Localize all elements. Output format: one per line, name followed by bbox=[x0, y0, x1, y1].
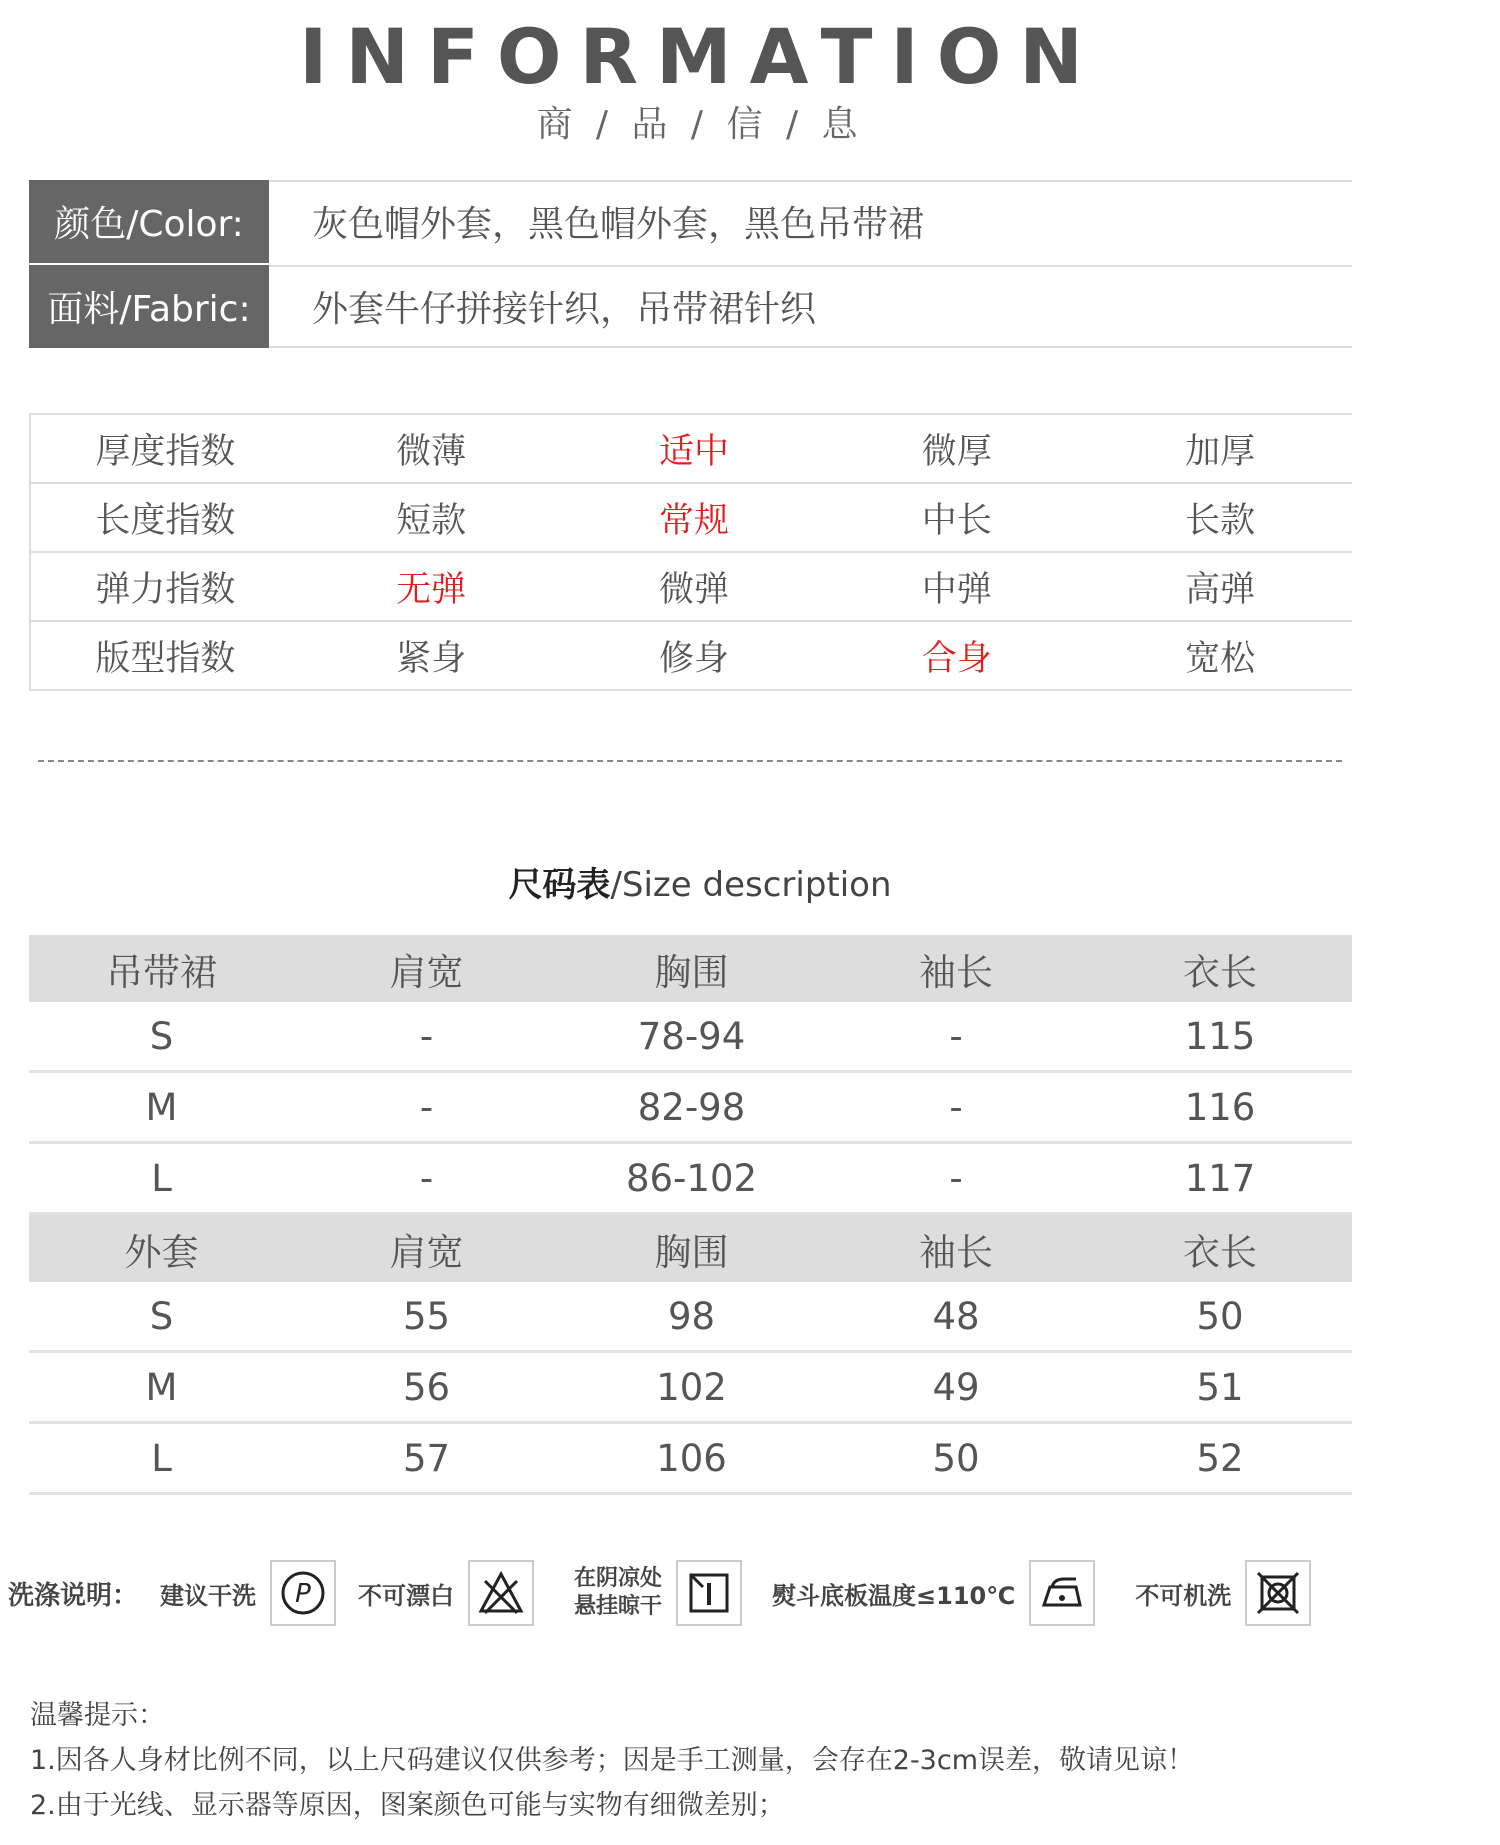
index-option-selected: 常规 bbox=[563, 483, 826, 552]
index-row-label: 厚度指数 bbox=[30, 414, 300, 483]
no-machine-wash-icon bbox=[1245, 1560, 1311, 1626]
index-option: 高弹 bbox=[1088, 552, 1352, 621]
size-column-header: 衣长 bbox=[1088, 935, 1352, 1002]
color-label: 颜色/Color: bbox=[29, 180, 269, 263]
size-cell: 98 bbox=[559, 1282, 824, 1352]
svg-text:P: P bbox=[295, 1579, 311, 1609]
index-row bbox=[30, 483, 1352, 552]
index-option: 长款 bbox=[1088, 483, 1352, 552]
fabric-label: 面料/Fabric: bbox=[29, 265, 269, 348]
size-cell: S bbox=[29, 1002, 294, 1072]
size-row bbox=[29, 1423, 1352, 1494]
size-cell: S bbox=[29, 1282, 294, 1352]
size-cell: M bbox=[29, 1352, 294, 1423]
color-row bbox=[29, 180, 1352, 263]
size-cell: 102 bbox=[559, 1352, 824, 1423]
index-option: 微薄 bbox=[300, 414, 563, 483]
care-text-dry-clean: 建议干洗 bbox=[160, 1581, 257, 1610]
index-option: 紧身 bbox=[300, 621, 563, 690]
fabric-value: 外套牛仔拼接针织，吊带裙针织 bbox=[312, 289, 817, 330]
size-cell: 82-98 bbox=[559, 1072, 824, 1143]
care-text-hang-dry-line1: 在阴凉处 bbox=[574, 1566, 663, 1591]
size-cell: - bbox=[824, 1002, 1088, 1072]
size-chart-title-cn: 尺码表 bbox=[508, 865, 611, 905]
size-row bbox=[29, 1002, 1352, 1072]
size-chart-title-en: /Size description bbox=[610, 865, 892, 905]
care-text-no-machine-wash: 不可机洗 bbox=[1135, 1581, 1232, 1610]
size-cell: 49 bbox=[824, 1352, 1088, 1423]
dry-clean-p-icon bbox=[270, 1560, 336, 1626]
notes-title: 温馨提示： bbox=[30, 1700, 165, 1731]
index-option: 微厚 bbox=[825, 414, 1088, 483]
index-option: 修身 bbox=[563, 621, 826, 690]
size-column-header: 袖长 bbox=[824, 1214, 1088, 1283]
size-cell: 56 bbox=[294, 1352, 559, 1423]
page-title: INFORMATION bbox=[299, 12, 1101, 101]
size-cell: 115 bbox=[1088, 1002, 1352, 1072]
size-cell: - bbox=[294, 1143, 559, 1214]
no-bleach-icon bbox=[468, 1560, 534, 1626]
index-option-selected: 无弹 bbox=[300, 552, 563, 621]
index-option-selected: 合身 bbox=[825, 621, 1088, 690]
size-cell: 51 bbox=[1088, 1352, 1352, 1423]
size-column-header: 胸围 bbox=[559, 935, 824, 1002]
size-cell: - bbox=[824, 1072, 1088, 1143]
size-header-row bbox=[29, 1214, 1352, 1283]
size-row bbox=[29, 1143, 1352, 1214]
size-cell: 117 bbox=[1088, 1143, 1352, 1214]
size-column-header: 外套 bbox=[29, 1214, 294, 1283]
size-column-header: 袖长 bbox=[824, 935, 1088, 1002]
size-cell: 48 bbox=[824, 1282, 1088, 1352]
index-row-label: 长度指数 bbox=[30, 483, 300, 552]
size-row bbox=[29, 1072, 1352, 1143]
size-cell: 50 bbox=[1088, 1282, 1352, 1352]
note-item-2: 2.由于光线、显示器等原因，图案颜色可能与实物有细微差别； bbox=[30, 1790, 785, 1821]
color-value: 灰色帽外套，黑色帽外套，黑色吊带裙 bbox=[312, 204, 925, 245]
size-cell: - bbox=[294, 1002, 559, 1072]
index-row bbox=[30, 414, 1352, 483]
care-text-no-bleach: 不可漂白 bbox=[358, 1581, 455, 1610]
index-option-selected: 适中 bbox=[563, 414, 826, 483]
size-row bbox=[29, 1282, 1352, 1352]
attribute-index-table bbox=[29, 413, 1352, 691]
size-row bbox=[29, 1352, 1352, 1423]
notes-section bbox=[30, 1693, 1330, 1828]
size-column-header: 肩宽 bbox=[294, 1214, 559, 1283]
size-cell: 50 bbox=[824, 1423, 1088, 1494]
size-cell: M bbox=[29, 1072, 294, 1143]
size-column-header: 吊带裙 bbox=[29, 935, 294, 1002]
size-cell: 78-94 bbox=[559, 1002, 824, 1072]
size-cell: 57 bbox=[294, 1423, 559, 1494]
size-cell: 106 bbox=[559, 1423, 824, 1494]
size-cell: L bbox=[29, 1143, 294, 1214]
index-row-label: 弹力指数 bbox=[30, 552, 300, 621]
hang-dry-shade-icon bbox=[676, 1560, 742, 1626]
care-text-hang-dry bbox=[574, 1565, 662, 1621]
size-chart-title bbox=[0, 857, 1400, 906]
iron-low-icon bbox=[1029, 1560, 1095, 1626]
section-divider bbox=[38, 760, 1342, 762]
index-option: 短款 bbox=[300, 483, 563, 552]
size-column-header: 胸围 bbox=[559, 1214, 824, 1283]
size-cell: L bbox=[29, 1423, 294, 1494]
size-cell: 86-102 bbox=[559, 1143, 824, 1214]
size-cell: - bbox=[824, 1143, 1088, 1214]
index-row bbox=[30, 621, 1352, 690]
size-column-header: 衣长 bbox=[1088, 1214, 1352, 1283]
care-instructions bbox=[8, 1560, 1353, 1626]
index-option: 加厚 bbox=[1088, 414, 1352, 483]
care-title: 洗涤说明： bbox=[8, 1580, 139, 1611]
index-option: 中长 bbox=[825, 483, 1088, 552]
size-cell: 55 bbox=[294, 1282, 559, 1352]
index-option: 微弹 bbox=[563, 552, 826, 621]
size-cell: 52 bbox=[1088, 1423, 1352, 1494]
page-subtitle: 商 / 品 / 信 / 息 bbox=[536, 104, 864, 145]
index-option: 中弹 bbox=[825, 552, 1088, 621]
care-text-iron: 熨斗底板温度≤110℃ bbox=[772, 1581, 1016, 1610]
size-column-header: 肩宽 bbox=[294, 935, 559, 1002]
care-text-hang-dry-line2: 悬挂晾干 bbox=[574, 1594, 663, 1619]
index-option: 宽松 bbox=[1088, 621, 1352, 690]
index-row bbox=[30, 552, 1352, 621]
size-cell: 116 bbox=[1088, 1072, 1352, 1143]
size-cell: - bbox=[294, 1072, 559, 1143]
fabric-row bbox=[29, 265, 1352, 348]
size-chart-table bbox=[29, 935, 1352, 1495]
note-item-1: 1.因各人身材比例不同，以上尺码建议仅供参考；因是手工测量，会存在2-3cm误差，敬请见谅！ bbox=[30, 1745, 1195, 1776]
size-header-row bbox=[29, 935, 1352, 1002]
index-row-label: 版型指数 bbox=[30, 621, 300, 690]
